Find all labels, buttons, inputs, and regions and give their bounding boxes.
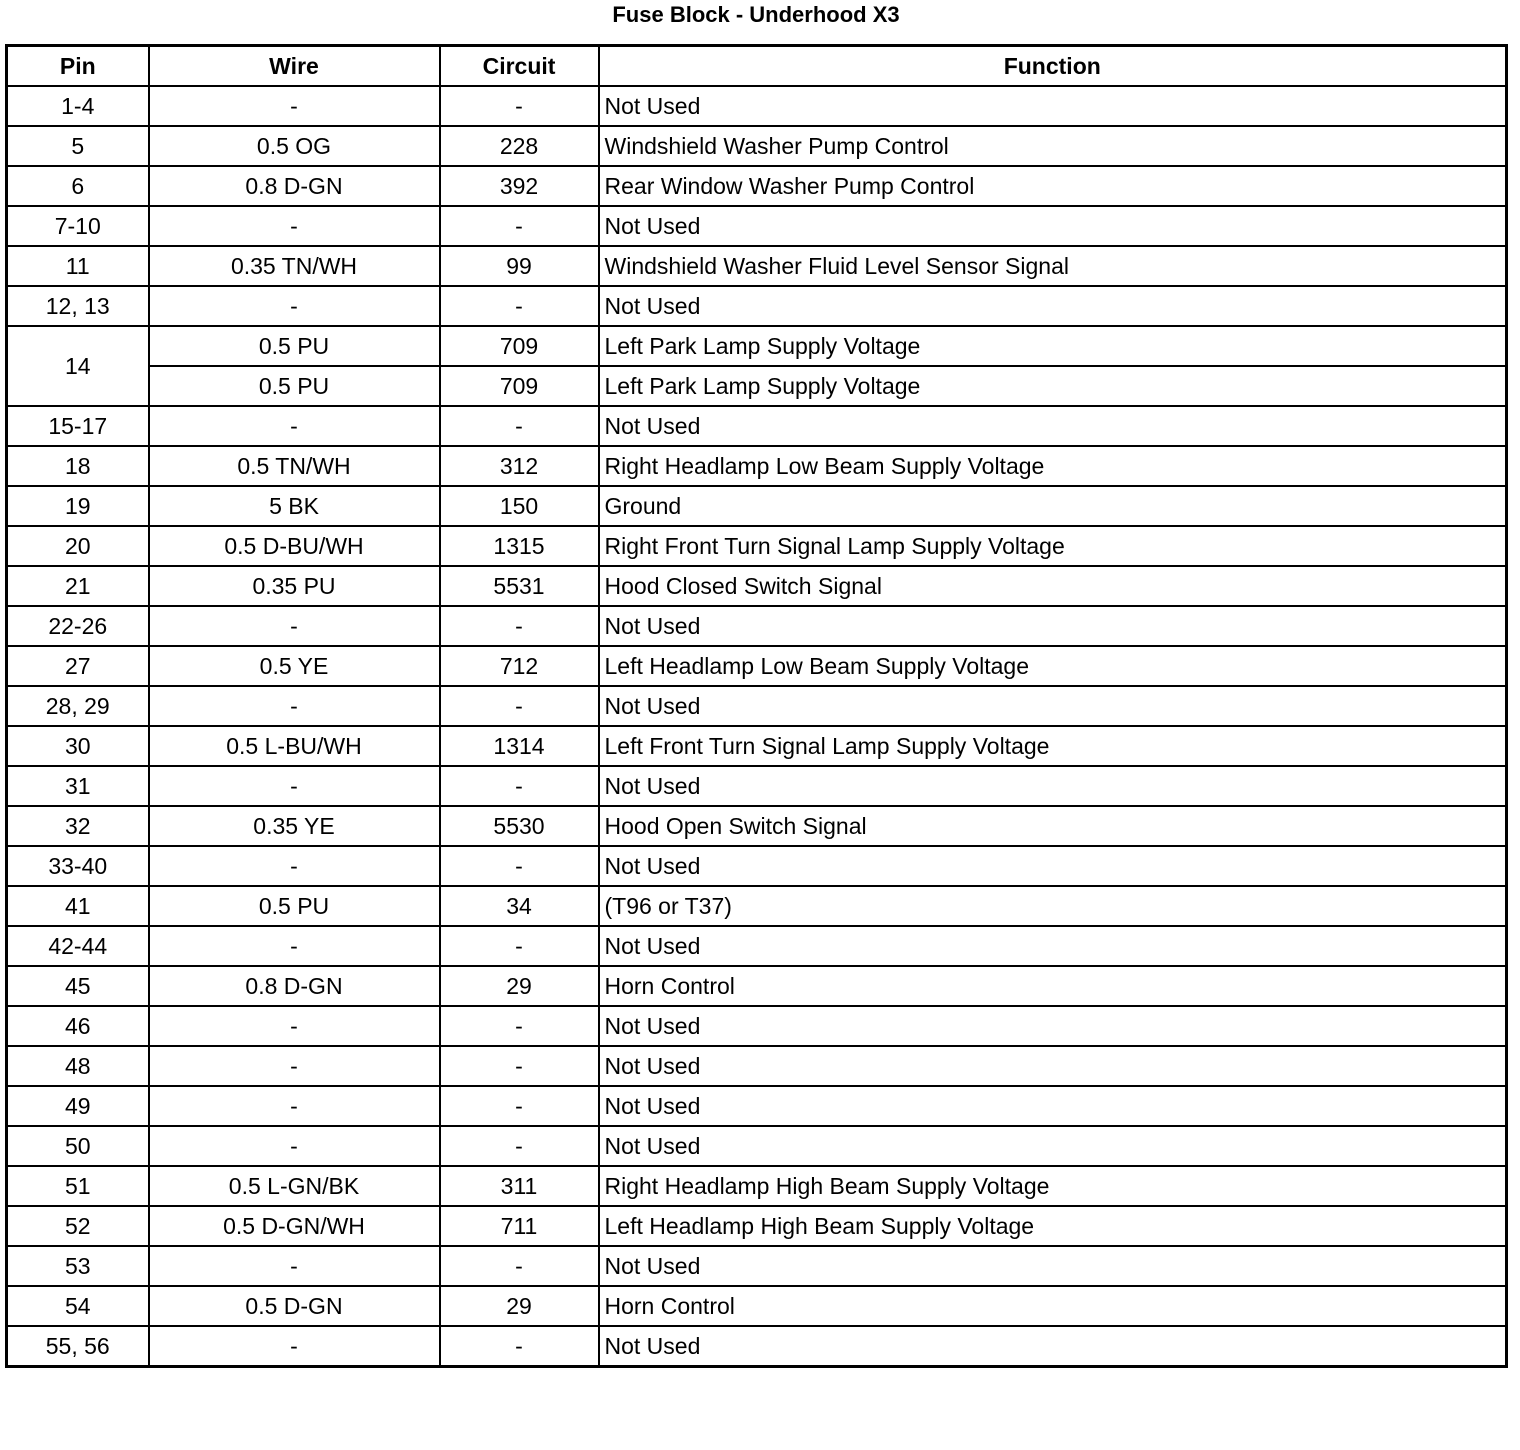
cell-pin: 54 <box>7 1286 149 1326</box>
cell-pin: 6 <box>7 166 149 206</box>
cell-wire: - <box>149 406 440 446</box>
cell-wire: - <box>149 766 440 806</box>
cell-circuit: 1314 <box>440 726 599 766</box>
table-row <box>7 486 1507 526</box>
table-row <box>7 286 1507 326</box>
header-function: Function <box>599 46 1507 87</box>
cell-pin: 22-26 <box>7 606 149 646</box>
cell-wire: 0.5 TN/WH <box>149 446 440 486</box>
cell-pin: 50 <box>7 1126 149 1166</box>
cell-pin: 41 <box>7 886 149 926</box>
table-row <box>7 726 1507 766</box>
cell-wire: 0.5 D-BU/WH <box>149 526 440 566</box>
cell-function: Horn Control <box>599 966 1507 1006</box>
cell-function: Left Park Lamp Supply Voltage <box>599 326 1507 366</box>
table-row <box>7 806 1507 846</box>
cell-pin: 52 <box>7 1206 149 1246</box>
cell-circuit: - <box>440 606 599 646</box>
cell-pin: 42-44 <box>7 926 149 966</box>
cell-circuit: - <box>440 206 599 246</box>
cell-pin: 5 <box>7 126 149 166</box>
table-row <box>7 246 1507 286</box>
cell-pin: 12, 13 <box>7 286 149 326</box>
cell-circuit: 392 <box>440 166 599 206</box>
cell-circuit: 5531 <box>440 566 599 606</box>
table-row <box>7 1046 1507 1086</box>
cell-function: Not Used <box>599 406 1507 446</box>
cell-function: Right Headlamp Low Beam Supply Voltage <box>599 446 1507 486</box>
table-row <box>7 686 1507 726</box>
table-row <box>7 966 1507 1006</box>
header-pin: Pin <box>7 46 149 87</box>
cell-circuit: 99 <box>440 246 599 286</box>
table-row <box>7 846 1507 886</box>
cell-wire: 5 BK <box>149 486 440 526</box>
cell-circuit: - <box>440 1326 599 1367</box>
cell-function: Not Used <box>599 606 1507 646</box>
cell-function: Not Used <box>599 846 1507 886</box>
cell-circuit: 712 <box>440 646 599 686</box>
cell-function: Right Front Turn Signal Lamp Supply Voltage <box>599 526 1507 566</box>
cell-circuit: - <box>440 926 599 966</box>
cell-circuit: 34 <box>440 886 599 926</box>
cell-function: Left Headlamp Low Beam Supply Voltage <box>599 646 1507 686</box>
cell-pin: 31 <box>7 766 149 806</box>
cell-wire: - <box>149 1046 440 1086</box>
cell-pin: 21 <box>7 566 149 606</box>
table-row <box>7 1286 1507 1326</box>
cell-function: Not Used <box>599 1326 1507 1367</box>
cell-wire: - <box>149 1006 440 1046</box>
pinout-table <box>5 44 1508 1368</box>
table-row <box>7 526 1507 566</box>
cell-wire: - <box>149 1326 440 1367</box>
cell-wire: - <box>149 1126 440 1166</box>
table-row <box>7 1206 1507 1246</box>
cell-pin: 7-10 <box>7 206 149 246</box>
cell-function: Left Front Turn Signal Lamp Supply Voltage <box>599 726 1507 766</box>
cell-circuit: - <box>440 286 599 326</box>
cell-circuit: - <box>440 846 599 886</box>
cell-function: Not Used <box>599 766 1507 806</box>
cell-wire: 0.5 YE <box>149 646 440 686</box>
table-row <box>7 766 1507 806</box>
table-row <box>7 86 1507 126</box>
cell-circuit: - <box>440 86 599 126</box>
cell-wire: - <box>149 606 440 646</box>
cell-pin: 11 <box>7 246 149 286</box>
cell-function: Not Used <box>599 86 1507 126</box>
cell-wire: 0.35 TN/WH <box>149 246 440 286</box>
cell-wire: - <box>149 1086 440 1126</box>
cell-circuit: 150 <box>440 486 599 526</box>
cell-pin: 49 <box>7 1086 149 1126</box>
cell-function: Right Headlamp High Beam Supply Voltage <box>599 1166 1507 1206</box>
cell-circuit: 29 <box>440 966 599 1006</box>
cell-wire: 0.5 PU <box>149 886 440 926</box>
table-row <box>7 166 1507 206</box>
cell-circuit: - <box>440 686 599 726</box>
cell-wire: 0.35 YE <box>149 806 440 846</box>
cell-function: Not Used <box>599 1046 1507 1086</box>
cell-wire: 0.5 OG <box>149 126 440 166</box>
cell-function: (T96 or T37) <box>599 886 1507 926</box>
cell-pin: 19 <box>7 486 149 526</box>
cell-function: Horn Control <box>599 1286 1507 1326</box>
table-row <box>7 366 1507 406</box>
cell-pin: 51 <box>7 1166 149 1206</box>
cell-pin: 15-17 <box>7 406 149 446</box>
cell-function: Not Used <box>599 1006 1507 1046</box>
cell-pin: 20 <box>7 526 149 566</box>
cell-circuit: - <box>440 1126 599 1166</box>
cell-circuit: 312 <box>440 446 599 486</box>
cell-circuit: 228 <box>440 126 599 166</box>
document-title: Fuse Block - Underhood X3 <box>612 2 900 27</box>
cell-function: Not Used <box>599 1246 1507 1286</box>
header-row <box>7 46 1507 87</box>
cell-circuit: - <box>440 766 599 806</box>
cell-pin: 53 <box>7 1246 149 1286</box>
cell-wire: 0.5 D-GN/WH <box>149 1206 440 1246</box>
cell-wire: 0.8 D-GN <box>149 166 440 206</box>
table-row <box>7 126 1507 166</box>
cell-pin: 46 <box>7 1006 149 1046</box>
cell-circuit: 709 <box>440 326 599 366</box>
cell-pin: 14 <box>7 326 149 406</box>
cell-wire: - <box>149 86 440 126</box>
table-row <box>7 606 1507 646</box>
cell-circuit: - <box>440 1086 599 1126</box>
cell-wire: - <box>149 1246 440 1286</box>
table-row <box>7 326 1507 366</box>
cell-pin: 1-4 <box>7 86 149 126</box>
table-row <box>7 1126 1507 1166</box>
table-row <box>7 926 1507 966</box>
table-row <box>7 206 1507 246</box>
cell-pin: 45 <box>7 966 149 1006</box>
header-wire: Wire <box>149 46 440 87</box>
cell-function: Not Used <box>599 206 1507 246</box>
header-circuit: Circuit <box>440 46 599 87</box>
cell-wire: - <box>149 286 440 326</box>
cell-pin: 30 <box>7 726 149 766</box>
cell-wire: - <box>149 686 440 726</box>
cell-function: Left Park Lamp Supply Voltage <box>599 366 1507 406</box>
cell-function: Hood Open Switch Signal <box>599 806 1507 846</box>
cell-circuit: - <box>440 406 599 446</box>
cell-circuit: 1315 <box>440 526 599 566</box>
cell-function: Windshield Washer Fluid Level Sensor Signal <box>599 246 1507 286</box>
cell-wire: - <box>149 206 440 246</box>
table-row <box>7 446 1507 486</box>
table-row <box>7 1006 1507 1046</box>
cell-pin: 48 <box>7 1046 149 1086</box>
cell-pin: 33-40 <box>7 846 149 886</box>
cell-circuit: - <box>440 1046 599 1086</box>
cell-function: Not Used <box>599 1126 1507 1166</box>
table-row <box>7 566 1507 606</box>
cell-function: Not Used <box>599 1086 1507 1126</box>
cell-wire: 0.35 PU <box>149 566 440 606</box>
cell-function: Not Used <box>599 686 1507 726</box>
cell-pin: 27 <box>7 646 149 686</box>
cell-wire: 0.5 PU <box>149 326 440 366</box>
cell-function: Ground <box>599 486 1507 526</box>
cell-wire: 0.5 L-GN/BK <box>149 1166 440 1206</box>
cell-pin: 18 <box>7 446 149 486</box>
cell-wire: 0.5 D-GN <box>149 1286 440 1326</box>
table-row <box>7 1326 1507 1367</box>
table-row <box>7 646 1507 686</box>
cell-function: Hood Closed Switch Signal <box>599 566 1507 606</box>
table-row <box>7 1246 1507 1286</box>
table-row <box>7 1086 1507 1126</box>
table-body <box>7 86 1507 1367</box>
cell-circuit: 5530 <box>440 806 599 846</box>
cell-function: Not Used <box>599 286 1507 326</box>
cell-function: Left Headlamp High Beam Supply Voltage <box>599 1206 1507 1246</box>
cell-wire: 0.5 L-BU/WH <box>149 726 440 766</box>
cell-circuit: - <box>440 1006 599 1046</box>
cell-wire: 0.5 PU <box>149 366 440 406</box>
table-row <box>7 1166 1507 1206</box>
cell-circuit: 311 <box>440 1166 599 1206</box>
cell-wire: - <box>149 926 440 966</box>
cell-circuit: 709 <box>440 366 599 406</box>
cell-circuit: - <box>440 1246 599 1286</box>
cell-circuit: 29 <box>440 1286 599 1326</box>
cell-pin: 28, 29 <box>7 686 149 726</box>
cell-function: Rear Window Washer Pump Control <box>599 166 1507 206</box>
cell-function: Not Used <box>599 926 1507 966</box>
cell-pin: 55, 56 <box>7 1326 149 1367</box>
table-row <box>7 886 1507 926</box>
cell-wire: 0.8 D-GN <box>149 966 440 1006</box>
table-row <box>7 406 1507 446</box>
cell-pin: 32 <box>7 806 149 846</box>
cell-function: Windshield Washer Pump Control <box>599 126 1507 166</box>
cell-wire: - <box>149 846 440 886</box>
cell-circuit: 711 <box>440 1206 599 1246</box>
